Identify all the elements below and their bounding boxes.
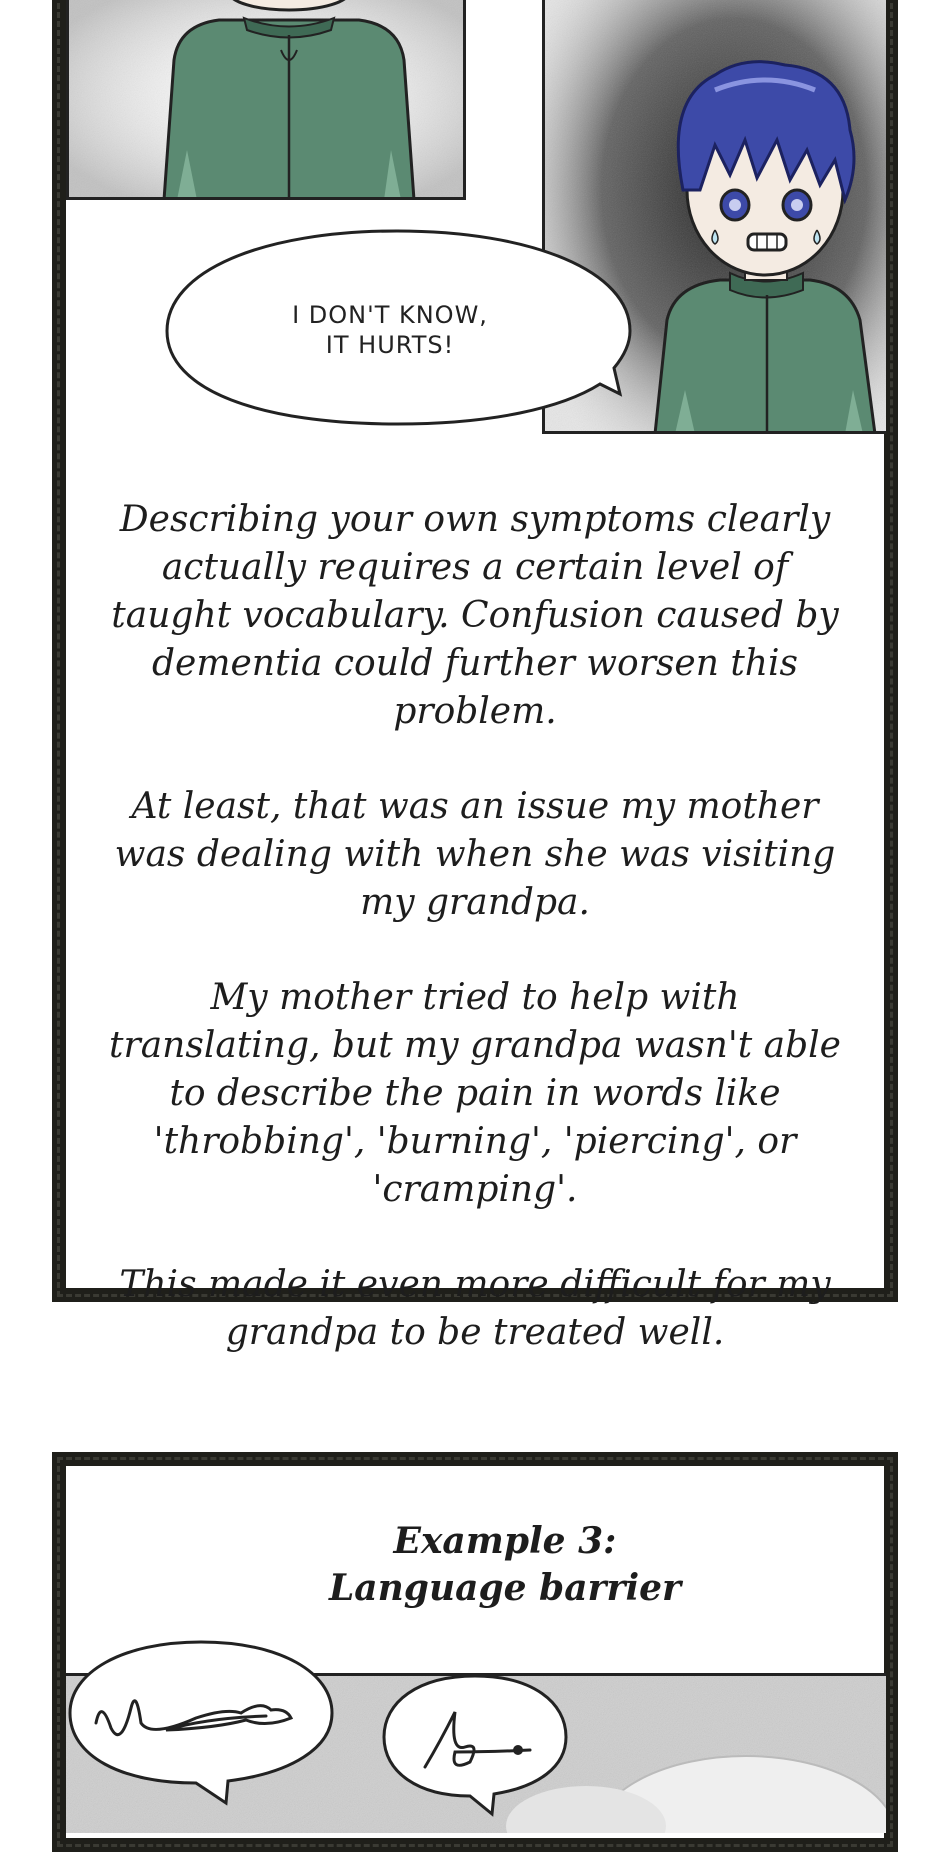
narration-block: [100, 496, 850, 1404]
panel-top-left: [66, 0, 466, 200]
character-torso-illustration: [69, 0, 466, 200]
example-title: [280, 1518, 730, 1612]
scribble-bubble-left: [66, 1638, 336, 1808]
narration-paragraph-3: My mother tried to help with translating, but my grandpa wasn't able to describe the pain in words like 'throbbing', 'burning', 'piercing', or 'cramping'.: [109, 977, 841, 1210]
speech-line-1: I DON'T KNOW,: [292, 301, 488, 329]
scribble-bubble-center: [380, 1672, 570, 1817]
example-title-line-2: Language barrier: [328, 1567, 682, 1609]
speech-line-2: IT HURTS!: [325, 331, 455, 359]
narration-paragraph-4: This made it even more difficult for my grandpa to be treated well.: [119, 1264, 831, 1353]
speech-bubble-text: [240, 300, 540, 360]
narration-paragraph-2: At least, that was an issue my mother was dealing with when she was visiting my grandpa.: [114, 786, 836, 923]
example-title-line-1: Example 3:: [393, 1520, 617, 1562]
narration-paragraph-1: Describing your own symptoms clearly actually requires a certain level of taught vocabulary. Confusion caused by dementia could further worsen this problem.: [111, 499, 839, 732]
